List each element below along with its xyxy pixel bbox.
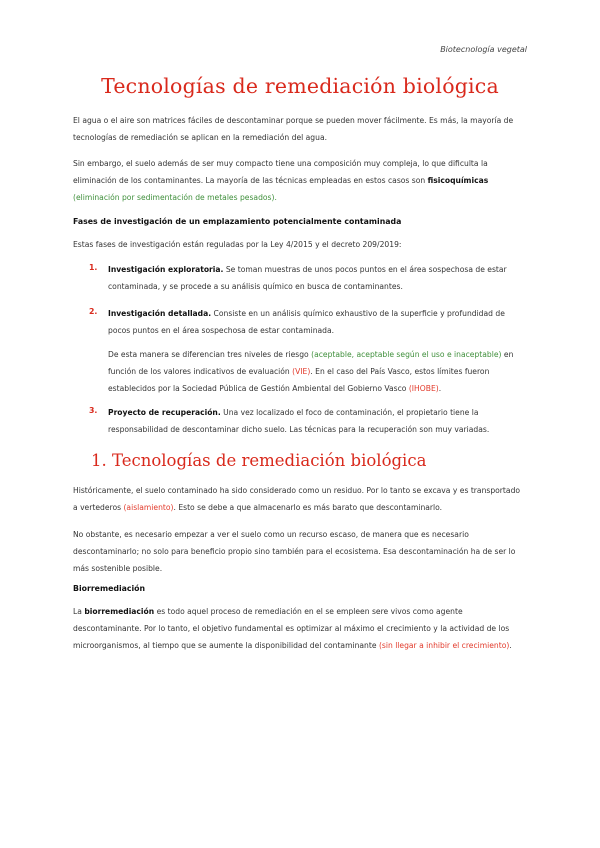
section-1-paragraph-2: No obstante, es necesario empezar a ver el suelo como un recurso escaso, de manera que es necesario descontaminarlo; no solo para beneficio propio sino también para el ecosistema. Esa descontaminación ha de ser lo más sostenible posible. bbox=[73, 530, 516, 573]
intro-paragraph-2: Sin embargo, el suelo además de ser muy compacto tiene una composición muy compleja, lo que dificulta la eliminación de los contaminantes. La mayoría de las técnicas empleadas en estos casos son fisicoquímicas (eliminación por sedimentación de metales pesados). bbox=[73, 159, 489, 202]
green-note: (eliminación por sedimentación de metales pesados). bbox=[73, 193, 277, 202]
list-item-1: Investigación exploratoria. Se toman muestras de unos pocos puntos en el área sospechosa de estar contaminada, y se procede a su análisis químico en busca de contaminantes. bbox=[108, 265, 507, 291]
list-item-2: Investigación detallada. Consiste en un análisis químico exhaustivo de la superficie y profundidad de pocos puntos en el área sospechosa de estar contaminada. bbox=[108, 309, 505, 335]
bioremediation-paragraph: La biorremediación es todo aquel proceso de remediación en el se empleen sere vivos como agente descontaminante. Por lo tanto, el objetivo fundamental es optimizar al máximo el crecimiento y la actividad de los microorganismos, al tiempo que se aumente la disponibilidad del contaminante (sin llegar a inhibir el crecimiento). bbox=[73, 607, 512, 650]
section-1-title: 1. Tecnologías de remediación biológica bbox=[91, 451, 427, 470]
list-number-2: 2. bbox=[89, 307, 98, 316]
intro-paragraph-1: El agua o el aire son matrices fáciles de descontaminar porque se pueden mover fácilmente. Es más, la mayoría de tecnologías de remediación se aplican en la remediación del agua. bbox=[73, 116, 514, 142]
phases-intro: Estas fases de investigación están reguladas por la Ley 4/2015 y el decreto 209/2019: bbox=[73, 240, 402, 249]
header-subject: Biotecnología vegetal bbox=[440, 45, 527, 54]
list-item-2-detail: De esta manera se diferencian tres niveles de riesgo (aceptable, aceptable según el uso e inaceptable) en función de los valores indicativos de evaluación (VIE). En el caso del País Vasco, estos límites fueron establecidos por la Sociedad Pública de Gestión Ambiental del Gobierno Vasco (IHOBE). bbox=[108, 350, 514, 393]
list-item-3: Proyecto de recuperación. Una vez localizado el foco de contaminación, el propietario tiene la responsabilidad de descontaminar dicho suelo. Las técnicas para la recuperación son muy variadas. bbox=[108, 408, 490, 434]
page-title: Tecnologías de remediación biológica bbox=[101, 74, 499, 98]
bold-fisicoquimicas: fisicoquímicas bbox=[427, 176, 489, 185]
phases-heading: Fases de investigación de un emplazamiento potencialmente contaminada bbox=[73, 217, 402, 226]
list-number-3: 3. bbox=[89, 406, 98, 415]
bioremediation-heading: Biorremediación bbox=[73, 584, 146, 593]
section-1-paragraph-1: Históricamente, el suelo contaminado ha sido considerado como un residuo. Por lo tanto se excava y es transportado a vertederos (aislamiento). Esto se debe a que almacenarlo es más barato que descontaminarlo. bbox=[73, 486, 521, 512]
list-number-1: 1. bbox=[89, 263, 98, 272]
